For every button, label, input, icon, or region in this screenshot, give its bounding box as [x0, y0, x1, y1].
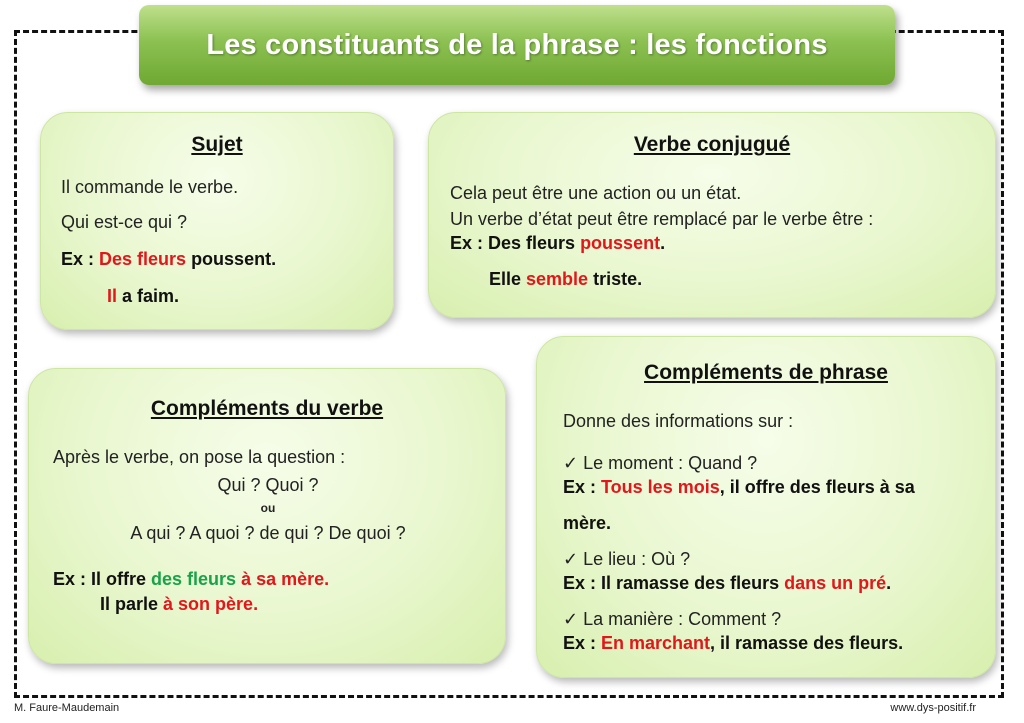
- highlight-indirect-object: à sa mère.: [241, 569, 330, 589]
- verbe-line-1: Cela peut être une action ou un état.: [450, 183, 742, 203]
- example-label: Ex :: [563, 477, 602, 497]
- example-start: Il parle: [100, 594, 164, 614]
- maniere-text: La manière : Comment ?: [578, 609, 782, 629]
- moment-label: [563, 453, 757, 474]
- page-title: Les constituants de la phrase : les fonctions: [206, 28, 828, 61]
- footer-author: M. Faure-Maudemain: [14, 702, 120, 714]
- example-rest: , il offre des fleurs à sa: [719, 477, 915, 497]
- example-end: .: [886, 573, 892, 593]
- example-rest: poussent.: [186, 249, 277, 269]
- example-end: .: [660, 233, 666, 253]
- moment-example-line-2: mère.: [563, 513, 612, 533]
- complements-phrase-box: [536, 336, 996, 678]
- checkmark-icon: ✓: [563, 609, 579, 629]
- sujet-line-2: Qui est-ce qui ?: [61, 212, 188, 232]
- verbe-line-2: Un verbe d’état peut être remplacé par le verbe être :: [450, 209, 874, 229]
- complements-verbe-heading: Compléments du verbe: [150, 397, 384, 420]
- complements-phrase-heading: Compléments de phrase: [644, 361, 888, 384]
- lieu-text: Le lieu : Où ?: [578, 549, 691, 569]
- example-label: Ex :: [61, 249, 100, 269]
- complements-verbe-line-3: A qui ? A quoi ? de qui ? De quoi ?: [130, 523, 406, 543]
- example-label: Ex : Il ramasse des fleurs: [563, 573, 785, 593]
- sujet-line-1: Il commande le verbe.: [61, 177, 239, 197]
- moment-example: [563, 477, 915, 498]
- complements-verbe-line-1: Après le verbe, on pose la question :: [53, 447, 346, 467]
- complements-verbe-line-2: Qui ? Quoi ?: [217, 475, 319, 495]
- sujet-example-2: [107, 286, 179, 307]
- complements-verbe-ou: ou: [260, 501, 276, 515]
- maniere-label: [563, 609, 781, 630]
- verbe-example-2: [489, 269, 642, 290]
- example-start: Elle: [489, 269, 527, 289]
- title-banner: [139, 5, 895, 85]
- highlight-subject: Il: [107, 286, 118, 306]
- highlight-complement: En marchant: [601, 633, 711, 653]
- verbe-box: [428, 112, 996, 318]
- sujet-box: [40, 112, 394, 330]
- lieu-label: [563, 549, 690, 570]
- highlight-indirect-object: à son père.: [163, 594, 259, 614]
- example-label: Ex : Des fleurs: [450, 233, 581, 253]
- complements-verbe-example-1: [53, 569, 329, 590]
- moment-text: Le moment : Quand ?: [578, 453, 758, 473]
- lieu-example: [563, 573, 891, 594]
- sujet-heading: Sujet: [191, 133, 243, 156]
- example-rest: a faim.: [117, 286, 180, 306]
- example-rest: , il ramasse des fleurs.: [710, 633, 904, 653]
- highlight-verb: poussent: [580, 233, 661, 253]
- highlight-verb: semble: [526, 269, 589, 289]
- maniere-example: [563, 633, 903, 654]
- highlight-complement: dans un pré: [784, 573, 887, 593]
- example-label: Ex :: [563, 633, 602, 653]
- complements-phrase-intro: Donne des informations sur :: [563, 411, 794, 431]
- highlight-complement: Tous les mois: [601, 477, 720, 497]
- sujet-example-1: [61, 249, 276, 270]
- highlight-subject: Des fleurs: [99, 249, 187, 269]
- complements-verbe-box: [28, 368, 506, 664]
- example-label: Ex : Il offre: [53, 569, 152, 589]
- checkmark-icon: ✓: [563, 453, 579, 473]
- checkmark-icon: ✓: [563, 549, 579, 569]
- verbe-heading: Verbe conjugué: [633, 133, 791, 156]
- verbe-example-1: [450, 233, 665, 254]
- complements-verbe-example-2: [100, 594, 258, 615]
- example-rest: triste.: [588, 269, 643, 289]
- highlight-direct-object: des fleurs: [151, 569, 237, 589]
- footer-site: www.dys-positif.fr: [890, 702, 976, 714]
